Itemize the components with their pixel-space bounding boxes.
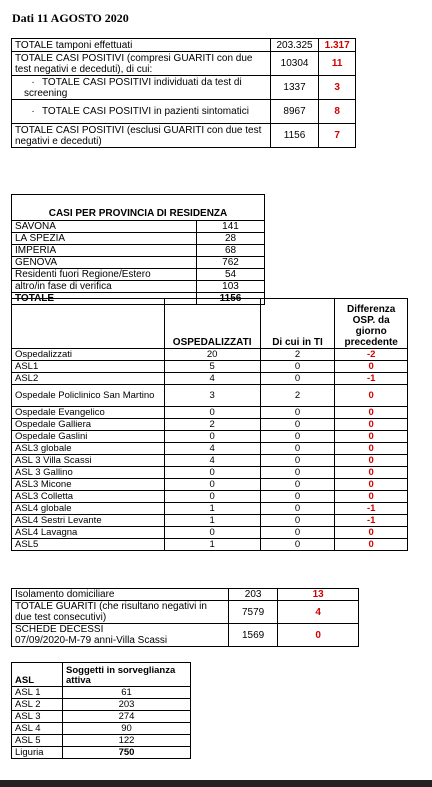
surveillance-value: 90 — [63, 723, 191, 735]
other-label: SCHEDE DECESSI 07/09/2020-M-79 anni-Villa Scassi — [12, 624, 229, 647]
hospital-osp: 1 — [164, 503, 260, 515]
hospital-diff: 0 — [335, 467, 408, 479]
table-row — [12, 687, 191, 699]
hospital-osp: 3 — [164, 385, 260, 407]
table-row — [12, 100, 356, 124]
table-row — [12, 467, 408, 479]
summary-label-text: TOTALE CASI POSITIVI in pazienti sintomatici — [42, 106, 249, 117]
surveillance-total-value: 750 — [63, 747, 191, 759]
hospital-table — [11, 298, 408, 551]
surveillance-value: 61 — [63, 687, 191, 699]
hospital-osp: 4 — [164, 373, 260, 385]
table-row — [12, 361, 408, 373]
surveillance-asl: ASL 4 — [12, 723, 63, 735]
hospital-name: Ospedale Evangelico — [12, 407, 165, 419]
hospital-name: ASL4 globale — [12, 503, 165, 515]
hospital-diff: 0 — [335, 407, 408, 419]
hospital-osp: 20 — [164, 349, 260, 361]
hospital-diff: -1 — [335, 503, 408, 515]
hospital-ti: 0 — [260, 373, 335, 385]
hospital-diff: 0 — [335, 527, 408, 539]
province-name: LA SPEZIA — [12, 233, 197, 245]
hospital-header-3: Differenza OSP. da giorno precedente — [335, 299, 408, 349]
other-delta: 13 — [278, 589, 359, 601]
summary-value: 8967 — [270, 100, 319, 124]
table-row — [12, 407, 408, 419]
summary-label-text: TOTALE CASI POSITIVI (esclusi GUARITI con due test negativi e deceduti) — [15, 124, 262, 147]
province-value: 762 — [197, 257, 265, 269]
other-value: 1569 — [229, 624, 278, 647]
surveillance-header-asl: ASL — [12, 663, 63, 687]
hospital-name: ASL 3 Villa Scassi — [12, 455, 165, 467]
hospital-ti: 0 — [260, 361, 335, 373]
table-row — [12, 443, 408, 455]
surveillance-value: 203 — [63, 699, 191, 711]
table-header — [12, 209, 265, 221]
table-row — [12, 711, 191, 723]
other-value: 203 — [229, 589, 278, 601]
hospital-ti: 2 — [260, 349, 335, 361]
table-row — [12, 385, 408, 407]
hospital-diff: 0 — [335, 539, 408, 551]
hospital-name: ASL 3 Gallino — [12, 467, 165, 479]
other-label: Isolamento domiciliare — [12, 589, 229, 601]
header-spacer — [12, 195, 265, 209]
hospital-osp: 1 — [164, 515, 260, 527]
table-row — [12, 52, 356, 76]
province-value: 68 — [197, 245, 265, 257]
summary-label — [12, 100, 271, 124]
hospital-ti: 0 — [260, 491, 335, 503]
summary-table — [11, 38, 356, 148]
summary-label — [12, 124, 271, 148]
summary-delta: 1.317 — [319, 39, 356, 52]
hospital-osp: 0 — [164, 407, 260, 419]
page-title: Dati 11 AGOSTO 2020 — [12, 11, 129, 25]
table-row — [12, 233, 265, 245]
hospital-osp: 0 — [164, 431, 260, 443]
province-header: CASI PER PROVINCIA DI RESIDENZA — [12, 209, 265, 221]
surveillance-asl: ASL 3 — [12, 711, 63, 723]
hospital-name: ASL2 — [12, 373, 165, 385]
table-row — [12, 601, 359, 624]
hospital-osp: 4 — [164, 455, 260, 467]
hospital-ti: 0 — [260, 515, 335, 527]
summary-label — [12, 39, 271, 52]
other-stats-table — [11, 588, 359, 647]
hospital-diff: -1 — [335, 515, 408, 527]
hospital-header-0 — [12, 299, 165, 349]
summary-delta: 7 — [319, 124, 356, 148]
table-row — [12, 76, 356, 100]
surveillance-asl: ASL 2 — [12, 699, 63, 711]
table-header-spacer — [12, 195, 265, 209]
hospital-name: ASL3 Micone — [12, 479, 165, 491]
hospital-diff: -2 — [335, 349, 408, 361]
bullet-icon: · — [31, 76, 35, 88]
hospital-ti: 0 — [260, 431, 335, 443]
table-row — [12, 269, 265, 281]
province-value: 103 — [197, 281, 265, 293]
hospital-name: ASL5 — [12, 539, 165, 551]
table-row — [12, 539, 408, 551]
hospital-ti: 0 — [260, 479, 335, 491]
table-row — [12, 455, 408, 467]
other-value: 7579 — [229, 601, 278, 624]
table-row — [12, 735, 191, 747]
hospital-name: ASL4 Sestri Levante — [12, 515, 165, 527]
summary-label — [12, 52, 271, 76]
hospital-header-1: OSPEDALIZZATI — [164, 299, 260, 349]
summary-delta: 11 — [319, 52, 356, 76]
hospital-name: ASL3 Colletta — [12, 491, 165, 503]
summary-value: 1156 — [270, 124, 319, 148]
surveillance-value: 122 — [63, 735, 191, 747]
hospital-ti: 0 — [260, 419, 335, 431]
province-name: Residenti fuori Regione/Estero — [12, 269, 197, 281]
hospital-diff: -1 — [335, 373, 408, 385]
table-row — [12, 257, 265, 269]
hospital-ti: 0 — [260, 407, 335, 419]
hospital-diff: 0 — [335, 431, 408, 443]
summary-delta: 3 — [319, 76, 356, 100]
table-row — [12, 527, 408, 539]
table-row — [12, 245, 265, 257]
table-header — [12, 663, 191, 687]
table-row — [12, 221, 265, 233]
summary-value: 203.325 — [270, 39, 319, 52]
table-row — [12, 515, 408, 527]
table-row — [12, 373, 408, 385]
summary-value: 1337 — [270, 76, 319, 100]
province-table — [11, 194, 265, 305]
hospital-diff: 0 — [335, 443, 408, 455]
table-row — [12, 431, 408, 443]
table-row — [12, 723, 191, 735]
summary-delta: 8 — [319, 100, 356, 124]
table-row-total — [12, 747, 191, 759]
table-row — [12, 699, 191, 711]
bottom-edge — [0, 780, 432, 787]
surveillance-header-count: Soggetti in sorveglianza attiva — [63, 663, 191, 687]
hospital-osp: 5 — [164, 361, 260, 373]
hospital-ti: 2 — [260, 385, 335, 407]
hospital-name: Ospedalizzati — [12, 349, 165, 361]
province-name: IMPERIA — [12, 245, 197, 257]
hospital-name: Ospedale Policlinico San Martino — [12, 385, 165, 407]
table-row — [12, 491, 408, 503]
hospital-name: ASL1 — [12, 361, 165, 373]
summary-label-text: TOTALE tamponi effettuati — [15, 39, 133, 51]
hospital-name: ASL4 Lavagna — [12, 527, 165, 539]
other-label: TOTALE GUARITI (che risultano negativi in due test consecutivi) — [12, 601, 229, 624]
province-name: SAVONA — [12, 221, 197, 233]
surveillance-asl: ASL 5 — [12, 735, 63, 747]
hospital-ti: 0 — [260, 467, 335, 479]
hospital-osp: 0 — [164, 527, 260, 539]
hospital-name: ASL3 globale — [12, 443, 165, 455]
surveillance-value: 274 — [63, 711, 191, 723]
other-delta: 0 — [278, 624, 359, 647]
summary-label-text: TOTALE CASI POSITIVI (compresi GUARITI con due test negativi e deceduti), di cui: — [15, 52, 253, 75]
province-value: 54 — [197, 269, 265, 281]
table-row — [12, 281, 265, 293]
surveillance-total-label: Liguria — [12, 747, 63, 759]
table-row — [12, 419, 408, 431]
province-total-value: 1156 — [197, 293, 265, 305]
hospital-diff: 0 — [335, 491, 408, 503]
hospital-diff: 0 — [335, 361, 408, 373]
province-value: 28 — [197, 233, 265, 245]
hospital-osp: 2 — [164, 419, 260, 431]
hospital-ti: 0 — [260, 527, 335, 539]
hospital-osp: 1 — [164, 539, 260, 551]
hospital-name: Ospedale Gaslini — [12, 431, 165, 443]
hospital-header-2: Di cui in TI — [260, 299, 335, 349]
hospital-osp: 4 — [164, 443, 260, 455]
hospital-osp: 0 — [164, 479, 260, 491]
hospital-diff: 0 — [335, 479, 408, 491]
hospital-osp: 0 — [164, 491, 260, 503]
province-value: 141 — [197, 221, 265, 233]
hospital-name: Ospedale Galliera — [12, 419, 165, 431]
hospital-diff: 0 — [335, 385, 408, 407]
table-row — [12, 503, 408, 515]
hospital-ti: 0 — [260, 503, 335, 515]
table-row — [12, 624, 359, 647]
summary-label-text: TOTALE CASI POSITIVI individuati da test di screening — [24, 76, 242, 99]
table-row — [12, 124, 356, 148]
hospital-diff: 0 — [335, 419, 408, 431]
province-name: altro/in fase di verifica — [12, 281, 197, 293]
summary-value: 10304 — [270, 52, 319, 76]
hospital-ti: 0 — [260, 539, 335, 551]
table-row — [12, 589, 359, 601]
bullet-icon: · — [31, 106, 35, 117]
summary-label — [12, 76, 271, 100]
other-delta: 4 — [278, 601, 359, 624]
province-name: GENOVA — [12, 257, 197, 269]
table-row — [12, 39, 356, 52]
hospital-osp: 0 — [164, 467, 260, 479]
surveillance-table — [11, 662, 191, 759]
hospital-ti: 0 — [260, 455, 335, 467]
province-total-label: TOTALE — [12, 293, 197, 305]
table-row — [12, 479, 408, 491]
table-header — [12, 299, 408, 349]
hospital-ti: 0 — [260, 443, 335, 455]
hospital-diff: 0 — [335, 455, 408, 467]
surveillance-asl: ASL 1 — [12, 687, 63, 699]
table-row — [12, 349, 408, 361]
